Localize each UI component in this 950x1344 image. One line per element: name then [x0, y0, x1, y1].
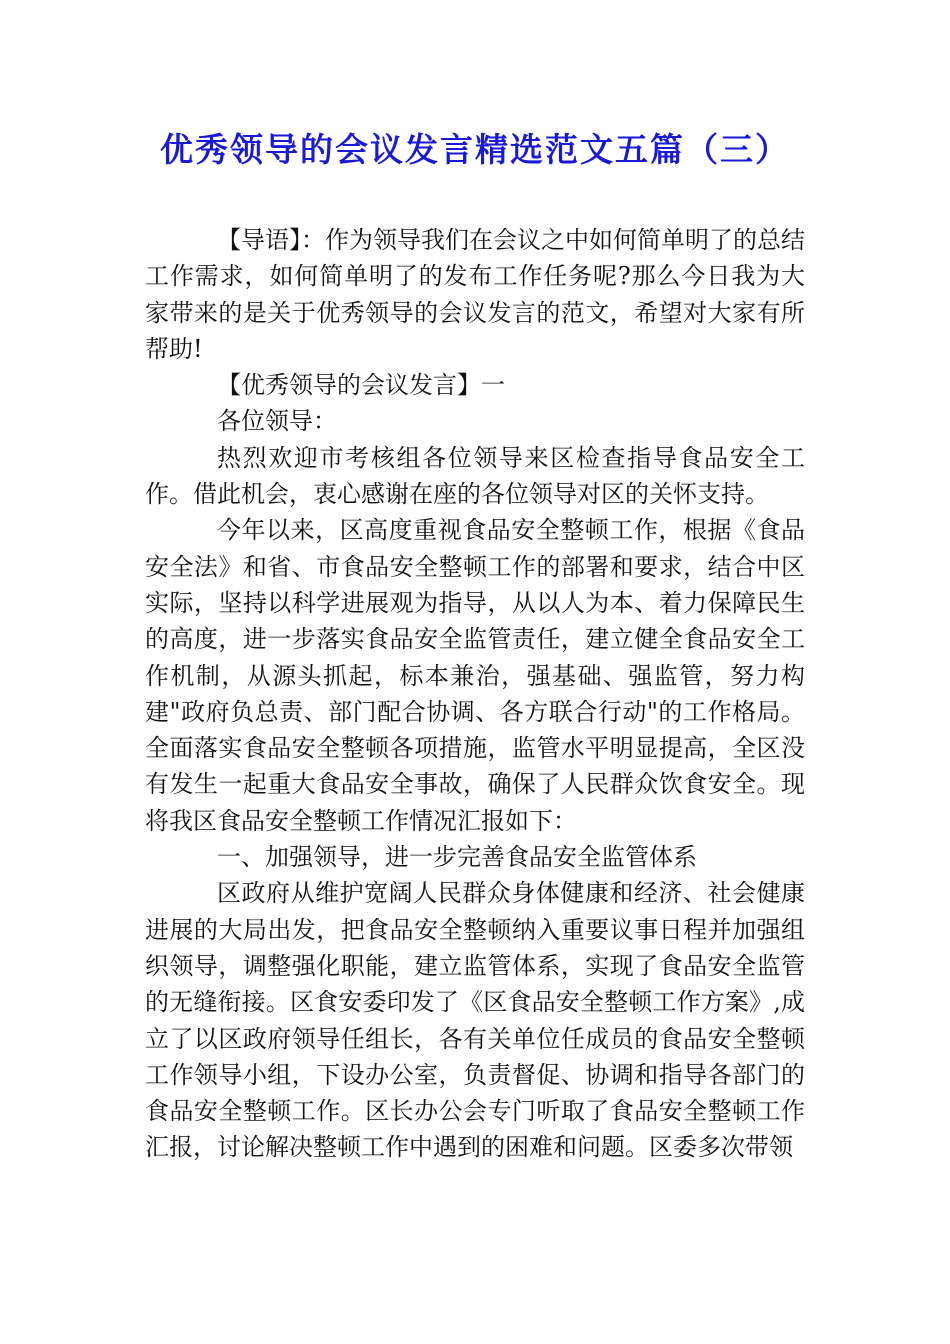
paragraph-leadership: 区政府从维护宽阔人民群众身体健康和经济、社会健康进展的大局出发，把食品安全整顿纳入重要议事日程并加强组织领导，调整强化职能，建立监管体系，实现了食品安全监管的无缝衔接。区食安委印发了《区食品安全整顿工作方案》,成立了以区政府领导任组长，各有关单位任成员的食品安全整顿工作领导小组，下设办公室，负责督促、协调和指导各部门的食品安全整顿工作。区长办公会专门听取了食品安全整顿工作汇报，讨论解决整顿工作中遇到的困难和问题。区委多次带领 — [145, 879, 805, 1162]
document-title: 优秀领导的会议发言精选范文五篇（三） — [160, 130, 790, 169]
paragraph-welcome: 热烈欢迎市考核组各位领导来区检查指导食品安全工作。借此机会，衷心感谢在座的各位领导对区的关怀支持。 — [145, 443, 805, 509]
document-body — [145, 222, 805, 1166]
paragraph-salutation: 各位领导： — [217, 407, 337, 436]
paragraph-intro: 【导语】：作为领导我们在会议之中如何简单明了的总结工作需求，如何简单明了的发布工作任务呢?那么今日我为大家带来的是关于优秀领导的会议发言的范文，希望对大家有所帮助! — [145, 226, 805, 363]
paragraph-overview: 今年以来，区高度重视食品安全整顿工作，根据《食品安全法》和省、市食品安全整顿工作的部署和要求，结合中区实际，坚持以科学进展观为指导，从以人为本、着力保障民生的高度，进一步落实食品安全监管责任，建立健全食品安全工作机制，从源头抓起，标本兼治，强基础、强监管，努力构建"政府负总责、部门配合协调、各方联合行动"的工作格局。全面落实食品安全整顿各项措施，监管水平明显提高，全区没有发生一起重大食品安全事故，确保了人民群众饮食安全。现将我区食品安全整顿工作情况汇报如下： — [145, 516, 805, 835]
paragraph-section-heading: 【优秀领导的会议发言】一 — [217, 371, 505, 400]
paragraph-subheading-1: 一、加强领导，进一步完善食品安全监管体系 — [217, 843, 697, 872]
